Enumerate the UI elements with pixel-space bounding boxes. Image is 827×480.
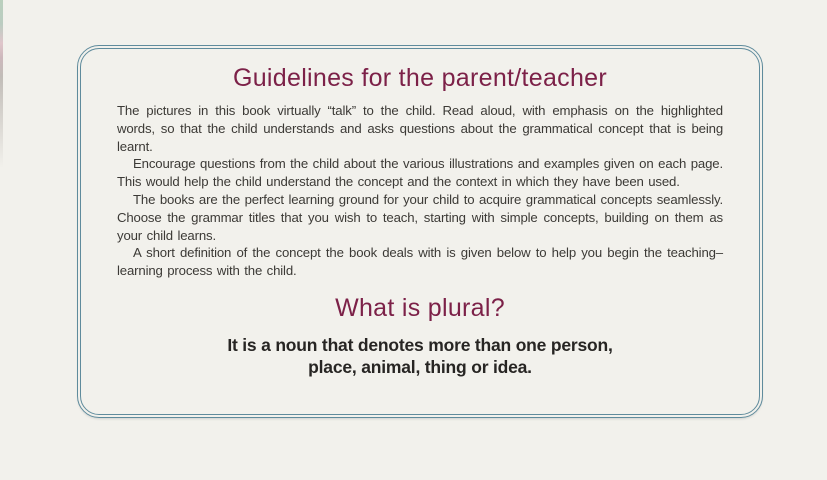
definition-line-2: place, animal, thing or idea. bbox=[308, 356, 532, 377]
definition-line-1: It is a noun that denotes more than one person, bbox=[227, 334, 613, 355]
book-page-edge bbox=[0, 0, 3, 240]
guidelines-paragraph-3: The books are the perfect learning ground for your child to acquire grammatical concepts seamlessly. Choose the grammar titles that you wish to teach, starting with simple concepts, building on them as your child learns. bbox=[117, 191, 723, 243]
guidelines-paragraph-4: A short definition of the concept the book deals with is given below to help you begin the teaching–learning process with the child. bbox=[117, 245, 723, 279]
concept-heading: What is plural? bbox=[335, 293, 505, 322]
guidelines-paragraph-1: The pictures in this book virtually “talk” to the child. Read aloud, with emphasis on the highlighted words, so that the child understands and asks questions about the grammatical concept that is being learnt. bbox=[117, 103, 723, 154]
guidelines-text bbox=[117, 102, 723, 280]
page-title: Guidelines for the parent/teacher bbox=[232, 64, 607, 92]
guidelines-paragraph-2: Encourage questions from the child about the various illustrations and examples given on each page. This would help the child understand the concept and the context in which they have been used. bbox=[117, 156, 723, 190]
guidelines-panel bbox=[77, 45, 763, 418]
concept-definition bbox=[117, 334, 723, 378]
